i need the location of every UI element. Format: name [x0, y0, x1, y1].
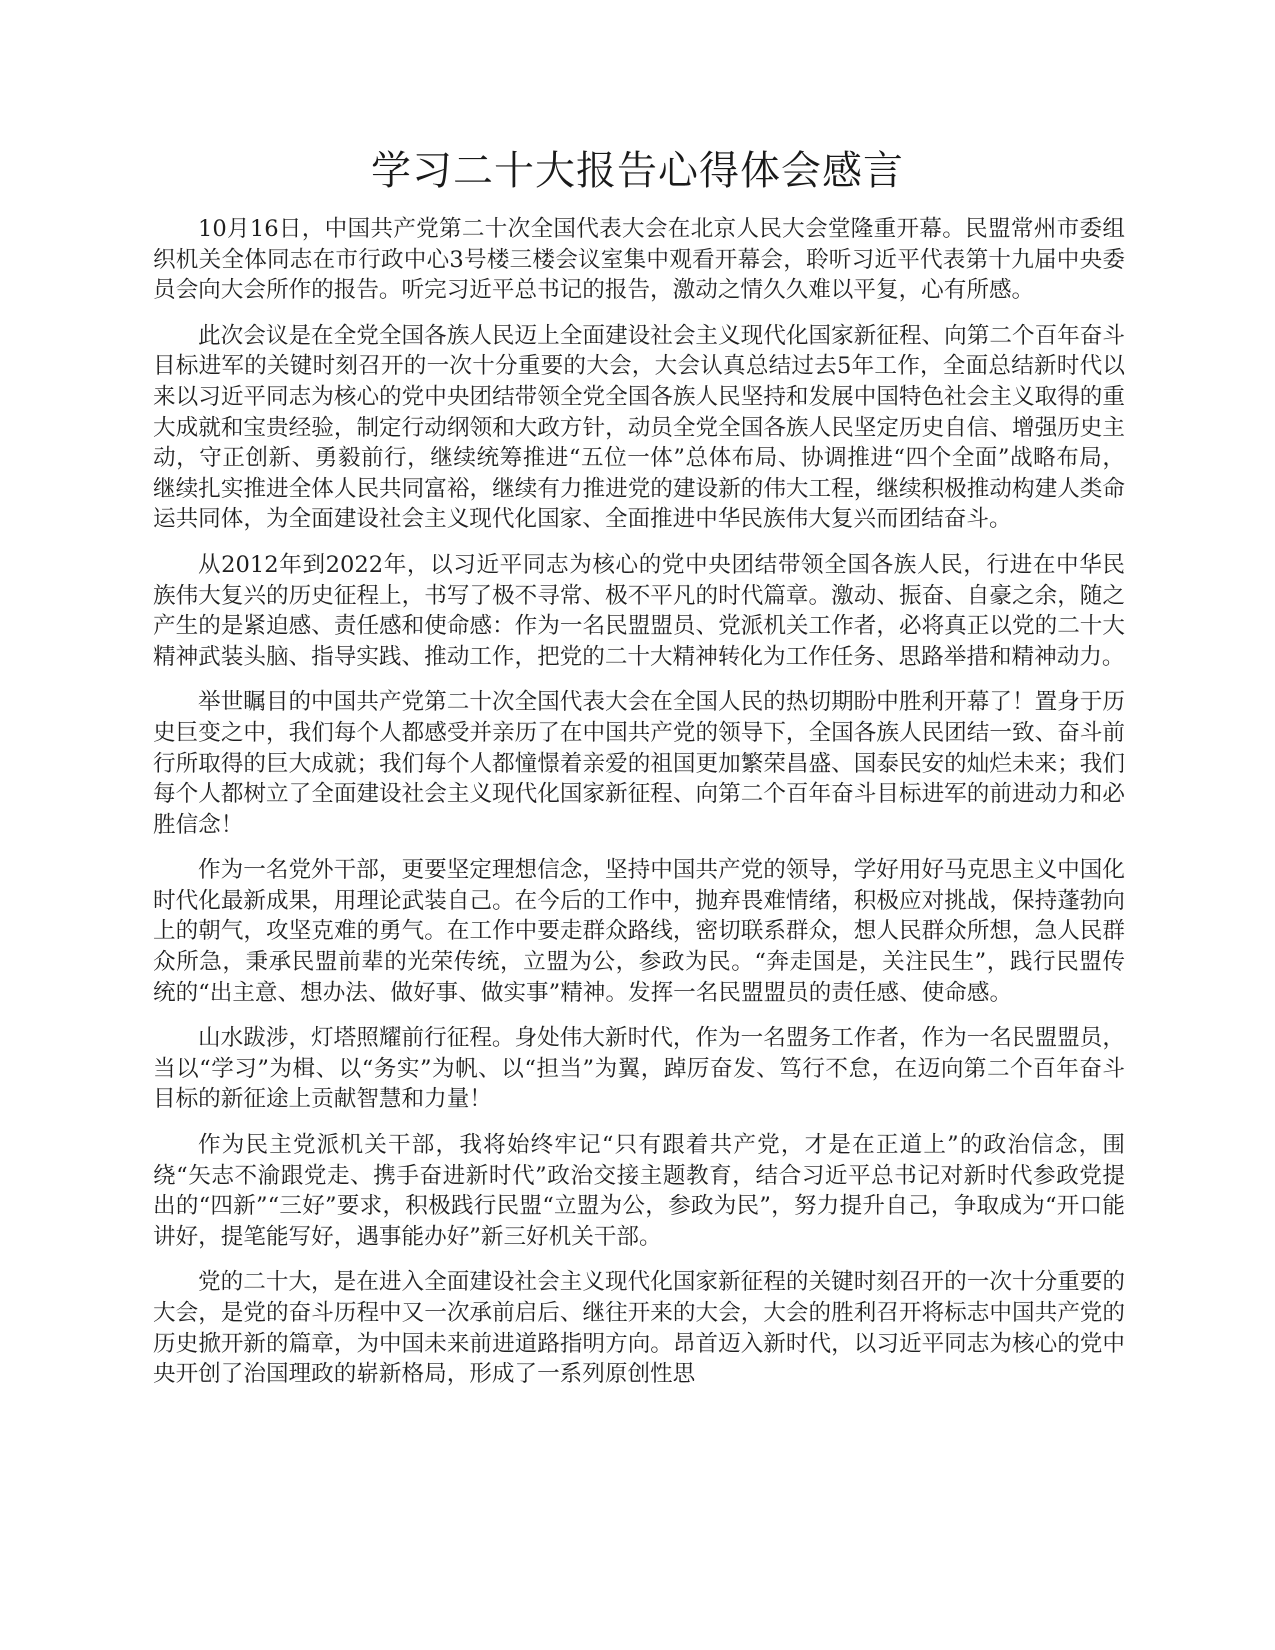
document-title: 学习二十大报告心得体会感言	[371, 148, 904, 194]
paragraph: 举世瞩目的中国共产党第二十次全国代表大会在全国人民的热切期盼中胜利开幕了！置身于历史巨变之中，我们每个人都感受并亲历了在中国共产党的领导下，全国各族人民团结一致、奋斗前行所取得的巨大成就；我们每个人都憧憬着亲爱的祖国更加繁荣昌盛、国泰民安的灿烂未来；我们每个人都树立了全面建设社会主义现代化国家新征程、向第二个百年奋斗目标进军的前进动力和必胜信念！	[153, 689, 1125, 838]
paragraph: 作为民主党派机关干部，我将始终牢记“只有跟着共产党，才是在正道上”的政治信念，围绕“矢志不渝跟党走、携手奋进新时代”政治交接主题教育，结合习近平总书记对新时代参政党提出的“四新”“三好”要求，积极践行民盟“立盟为公，参政为民”，努力提升自己，争取成为“开口能讲好，提笔能写好，遇事能办好”新三好机关干部。	[153, 1132, 1125, 1250]
paragraph: 山水跋涉，灯塔照耀前行征程。身处伟大新时代，作为一名盟务工作者，作为一名民盟盟员，当以“学习”为楫、以“务实”为帆、以“担当”为翼，踔厉奋发、笃行不怠，在迈向第二个百年奋斗目标的新征途上贡献智慧和力量！	[153, 1025, 1125, 1113]
paragraph: 10月16日，中国共产党第二十次全国代表大会在北京人民大会堂隆重开幕。民盟常州市委组织机关全体同志在市行政中心3号楼三楼会议室集中观看开幕会，聆听习近平代表第十九届中央委员会向大会所作的报告。听完习近平总书记的报告，激动之情久久难以平复，心有所感。	[153, 216, 1125, 304]
paragraph: 作为一名党外干部，更要坚定理想信念，坚持中国共产党的领导，学好用好马克思主义中国化时代化最新成果，用理论武装自己。在今后的工作中，抛弃畏难情绪，积极应对挑战，保持蓬勃向上的朝气，攻坚克难的勇气。在工作中要走群众路线，密切联系群众，想人民群众所想，急人民群众所急，秉承民盟前辈的光荣传统，立盟为公，参政为民。“奔走国是，关注民生”，践行民盟传统的“出主意、想办法、做好事、做实事”精神。发挥一名民盟盟员的责任感、使命感。	[153, 857, 1125, 1006]
paragraph: 党的二十大，是在进入全面建设社会主义现代化国家新征程的关键时刻召开的一次十分重要的大会，是党的奋斗历程中又一次承前启后、继往开来的大会，大会的胜利召开将标志中国共产党的历史掀开新的篇章，为中国未来前进道路指明方向。昂首迈入新时代，以习近平同志为核心的党中央开创了治国理政的崭新格局，形成了一系列原创性思	[153, 1269, 1125, 1388]
document-body	[153, 214, 1125, 1405]
paragraph: 从2012年到2022年，以习近平同志为核心的党中央团结带领全国各族人民，行进在中华民族伟大复兴的历史征程上，书写了极不寻常、极不平凡的时代篇章。激动、振奋、自豪之余，随之产生的是紧迫感、责任感和使命感：作为一名民盟盟员、党派机关工作者，必将真正以党的二十大精神武装头脑、指导实践、推动工作，把党的二十大精神转化为工作任务、思路举措和精神动力。	[153, 551, 1125, 670]
paragraph: 此次会议是在全党全国各族人民迈上全面建设社会主义现代化国家新征程、向第二个百年奋斗目标进军的关键时刻召开的一次十分重要的大会，大会认真总结过去5年工作，全面总结新时代以来以习近平同志为核心的党中央团结带领全党全国各族人民坚持和发展中国特色社会主义取得的重大成就和宝贵经验，制定行动纲领和大政方针，动员全党全国各族人民坚定历史自信、增强历史主动，守正创新、勇毅前行，继续统筹推进“五位一体”总体布局、协调推进“四个全面”战略布局，继续扎实推进全体人民共同富裕，继续有力推进党的建设新的伟大工程，继续积极推动构建人类命运共同体，为全面建设社会主义现代化国家、全面推进中华民族伟大复兴而团结奋斗。	[153, 322, 1125, 533]
